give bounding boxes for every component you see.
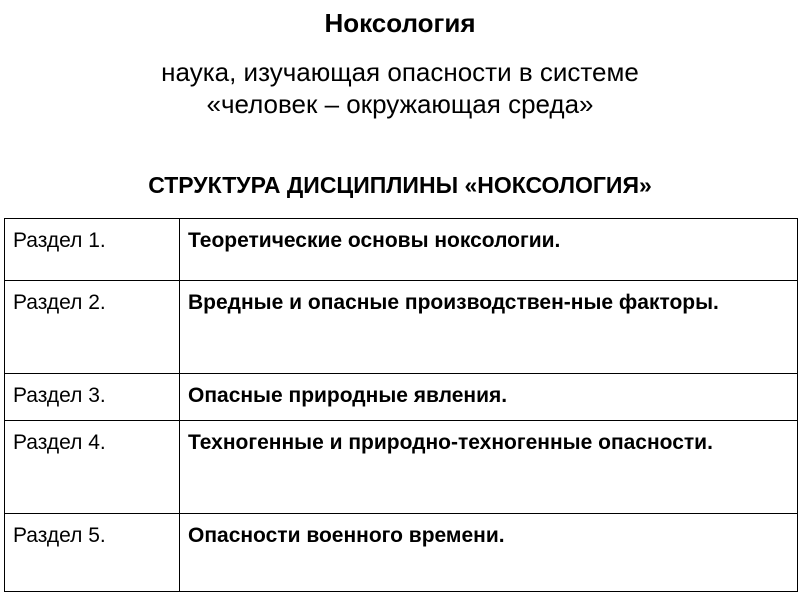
table-row — [5, 374, 798, 421]
section-title: Теоретические основы ноксологии. — [180, 219, 798, 281]
discipline-structure-table — [4, 218, 798, 592]
slide-title: Ноксология — [324, 8, 476, 38]
section-title: Вредные и опасные производствен-ные факторы. — [180, 281, 798, 374]
table-row — [5, 281, 798, 374]
section-title: Техногенные и природно-техногенные опасности. — [180, 421, 798, 514]
section-label: Раздел 2. — [5, 281, 180, 374]
subtitle-line-2: «человек – окружающая среда» — [206, 89, 594, 119]
section-label: Раздел 4. — [5, 421, 180, 514]
section-heading: СТРУКТУРА ДИСЦИПЛИНЫ «НОКСОЛОГИЯ» — [148, 172, 652, 198]
section-label: Раздел 5. — [5, 514, 180, 592]
section-label: Раздел 3. — [5, 374, 180, 421]
subtitle-line-1: наука, изучающая опасности в системе — [161, 57, 639, 87]
table-row — [5, 514, 798, 592]
slide-subtitle — [0, 56, 800, 120]
section-title: Опасности военного времени. — [180, 514, 798, 592]
table-row — [5, 421, 798, 514]
section-label: Раздел 1. — [5, 219, 180, 281]
table-row — [5, 219, 798, 281]
section-title: Опасные природные явления. — [180, 374, 798, 421]
